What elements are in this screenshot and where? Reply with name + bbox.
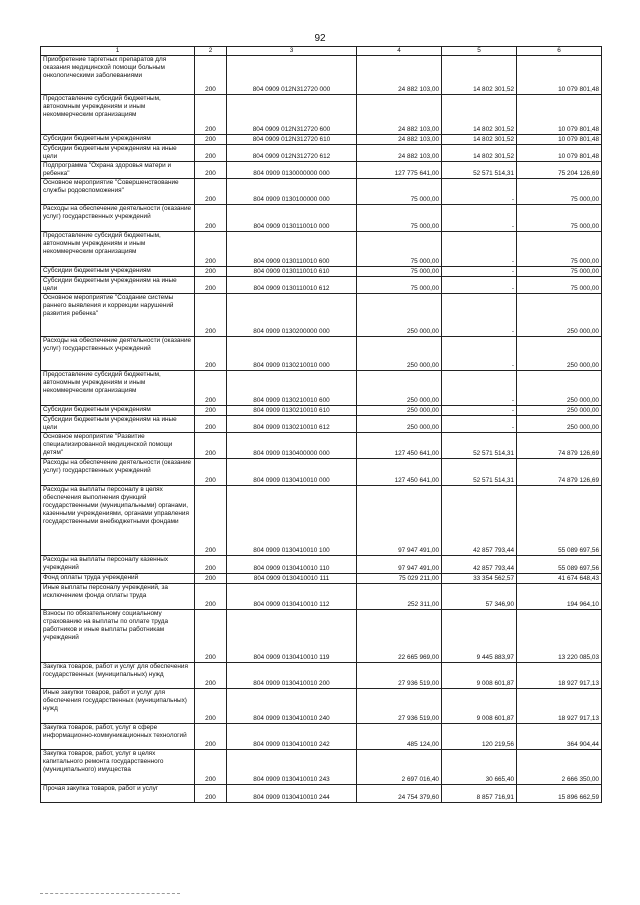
row-executed-amount: -: [442, 205, 517, 232]
row-description: Предоставление субсидий бюджетным, автономным учреждениям и иным некоммерческим организациям: [41, 232, 195, 267]
row-executed-amount: 8 857 716,91: [442, 785, 517, 803]
table-row: [41, 785, 602, 803]
row-approved-amount: 75 029 211,00: [357, 574, 442, 584]
row-description: Закупка товаров, работ, услуг в сфере информационно-коммуникационных технологий: [41, 724, 195, 750]
row-executed-amount: 52 571 514,31: [442, 162, 517, 179]
row-remaining-amount: 75 204 126,69: [517, 162, 602, 179]
row-executed-amount: 9 008 601,87: [442, 689, 517, 724]
table-row: [41, 162, 602, 179]
row-grbs-code: 200: [195, 416, 227, 433]
row-remaining-amount: 10 079 801,48: [517, 95, 602, 135]
row-classification-code: 804 0909 012N312720 000: [227, 56, 357, 95]
row-remaining-amount: 250 000,00: [517, 294, 602, 337]
row-remaining-amount: 194 964,10: [517, 584, 602, 610]
row-grbs-code: 200: [195, 145, 227, 162]
row-classification-code: 804 0909 012N312720 610: [227, 135, 357, 145]
row-remaining-amount: 364 904,44: [517, 724, 602, 750]
table-row: [41, 486, 602, 556]
row-remaining-amount: 74 879 126,69: [517, 459, 602, 486]
row-remaining-amount: 18 927 917,13: [517, 663, 602, 689]
row-grbs-code: 200: [195, 267, 227, 277]
row-remaining-amount: 55 089 697,56: [517, 556, 602, 574]
row-approved-amount: 2 697 016,40: [357, 750, 442, 785]
row-approved-amount: 127 775 641,00: [357, 162, 442, 179]
row-approved-amount: 22 665 969,00: [357, 610, 442, 663]
row-grbs-code: 200: [195, 162, 227, 179]
row-grbs-code: 200: [195, 371, 227, 406]
row-executed-amount: 14 802 301,52: [442, 145, 517, 162]
row-approved-amount: 127 450 641,00: [357, 433, 442, 459]
row-classification-code: 804 0909 0130110010 600: [227, 232, 357, 267]
table-row: [41, 610, 602, 663]
row-description: Субсидии бюджетным учреждениям на иные цели: [41, 145, 195, 162]
table-row: [41, 267, 602, 277]
row-description: Субсидии бюджетным учреждениям на иные цели: [41, 277, 195, 294]
row-grbs-code: 200: [195, 750, 227, 785]
row-description: Предоставление субсидий бюджетным, автономным учреждениям и иным некоммерческим организациям: [41, 95, 195, 135]
table-row: [41, 459, 602, 486]
table-row: [41, 433, 602, 459]
row-grbs-code: 200: [195, 785, 227, 803]
column-header-3: 3: [227, 47, 357, 56]
row-executed-amount: 52 571 514,31: [442, 459, 517, 486]
row-classification-code: 804 0909 0130410010 111: [227, 574, 357, 584]
row-executed-amount: -: [442, 179, 517, 205]
row-description: Иные выплаты персоналу учреждений, за исключением фонда оплаты труда: [41, 584, 195, 610]
row-classification-code: 804 0909 0130410010 244: [227, 785, 357, 803]
row-executed-amount: 14 802 301,52: [442, 95, 517, 135]
row-grbs-code: 200: [195, 574, 227, 584]
row-remaining-amount: 55 089 697,56: [517, 486, 602, 556]
row-approved-amount: 75 000,00: [357, 205, 442, 232]
row-classification-code: 804 0909 0130110010 000: [227, 205, 357, 232]
row-grbs-code: 200: [195, 584, 227, 610]
row-classification-code: 804 0909 0130410010 112: [227, 584, 357, 610]
row-description: Расходы на выплаты персоналу в целях обеспечения выполнения функций государственными (муниципальными) органами, казенными учреждениями, органами управления государственными внебюджетными фондами: [41, 486, 195, 556]
row-approved-amount: 75 000,00: [357, 179, 442, 205]
row-grbs-code: 200: [195, 337, 227, 371]
row-grbs-code: 200: [195, 610, 227, 663]
table-row: [41, 663, 602, 689]
table-row: [41, 205, 602, 232]
table-row: [41, 145, 602, 162]
table-row: [41, 416, 602, 433]
row-classification-code: 804 0909 0130410010 240: [227, 689, 357, 724]
row-approved-amount: 75 000,00: [357, 232, 442, 267]
footer-rule: [40, 893, 180, 894]
row-executed-amount: -: [442, 416, 517, 433]
row-classification-code: 804 0909 0130410010 100: [227, 486, 357, 556]
row-approved-amount: 24 754 379,60: [357, 785, 442, 803]
row-classification-code: 804 0909 0130110010 612: [227, 277, 357, 294]
row-grbs-code: 200: [195, 486, 227, 556]
row-description: Основное мероприятие "Развитие специализированной медицинской помощи детям": [41, 433, 195, 459]
page-number: 92: [314, 33, 326, 44]
row-grbs-code: 200: [195, 135, 227, 145]
row-executed-amount: -: [442, 267, 517, 277]
row-grbs-code: 200: [195, 689, 227, 724]
row-executed-amount: 14 802 301,52: [442, 56, 517, 95]
row-grbs-code: 200: [195, 556, 227, 574]
table-row: [41, 689, 602, 724]
row-remaining-amount: 15 896 662,59: [517, 785, 602, 803]
row-executed-amount: -: [442, 406, 517, 416]
row-classification-code: 804 0909 0130210010 600: [227, 371, 357, 406]
row-description: Взносы по обязательному социальному страхованию на выплаты по оплате труда работников и иные выплаты работникам учреждений: [41, 610, 195, 663]
row-classification-code: 804 0909 0130100000 000: [227, 179, 357, 205]
column-header-1: 1: [41, 47, 195, 56]
row-approved-amount: 250 000,00: [357, 406, 442, 416]
row-executed-amount: 14 802 301,52: [442, 135, 517, 145]
row-approved-amount: 250 000,00: [357, 416, 442, 433]
row-approved-amount: 252 311,00: [357, 584, 442, 610]
row-approved-amount: 250 000,00: [357, 294, 442, 337]
row-description: Закупка товаров, работ и услуг для обеспечения государственных (муниципальных) нужд: [41, 663, 195, 689]
row-executed-amount: 42 857 793,44: [442, 486, 517, 556]
row-remaining-amount: 10 079 801,48: [517, 56, 602, 95]
row-grbs-code: 200: [195, 433, 227, 459]
row-description: Расходы на обеспечение деятельности (оказание услуг) государственных учреждений: [41, 459, 195, 486]
row-classification-code: 804 0909 0130410010 000: [227, 459, 357, 486]
row-description: Расходы на выплаты персоналу казенных учреждений: [41, 556, 195, 574]
row-description: Предоставление субсидий бюджетным, автономным учреждениям и иным некоммерческим организациям: [41, 371, 195, 406]
row-grbs-code: 200: [195, 277, 227, 294]
row-classification-code: 804 0909 0130410010 242: [227, 724, 357, 750]
row-description: Основное мероприятие "Создание системы раннего выявления и коррекции нарушений развития ребенка": [41, 294, 195, 337]
row-approved-amount: 24 882 103,00: [357, 95, 442, 135]
row-classification-code: 804 0909 0130410010 243: [227, 750, 357, 785]
row-classification-code: 804 0909 0130000000 000: [227, 162, 357, 179]
row-classification-code: 804 0909 0130410010 110: [227, 556, 357, 574]
header-row: [41, 47, 602, 56]
row-executed-amount: 30 665,40: [442, 750, 517, 785]
row-remaining-amount: 10 079 801,48: [517, 145, 602, 162]
row-remaining-amount: 41 674 648,43: [517, 574, 602, 584]
row-executed-amount: 9 445 883,97: [442, 610, 517, 663]
table-row: [41, 179, 602, 205]
row-remaining-amount: 250 000,00: [517, 337, 602, 371]
table-row: [41, 371, 602, 406]
row-classification-code: 804 0909 0130210010 612: [227, 416, 357, 433]
row-description: Закупка товаров, работ, услуг в целях капитального ремонта государственного (муниципального) имущества: [41, 750, 195, 785]
row-approved-amount: 27 936 519,00: [357, 689, 442, 724]
row-executed-amount: -: [442, 294, 517, 337]
row-grbs-code: 200: [195, 205, 227, 232]
row-classification-code: 804 0909 0130110010 610: [227, 267, 357, 277]
row-remaining-amount: 13 220 085,03: [517, 610, 602, 663]
row-executed-amount: 42 857 793,44: [442, 556, 517, 574]
row-description: Иные закупки товаров, работ и услуг для обеспечения государственных (муниципальных) нужд: [41, 689, 195, 724]
row-classification-code: 804 0909 0130410010 200: [227, 663, 357, 689]
row-description: Субсидии бюджетным учреждениям на иные цели: [41, 416, 195, 433]
row-approved-amount: 75 000,00: [357, 277, 442, 294]
row-executed-amount: 9 008 601,87: [442, 663, 517, 689]
row-executed-amount: 120 219,56: [442, 724, 517, 750]
row-approved-amount: 75 000,00: [357, 267, 442, 277]
row-remaining-amount: 250 000,00: [517, 371, 602, 406]
row-grbs-code: 200: [195, 406, 227, 416]
row-description: Прочая закупка товаров, работ и услуг: [41, 785, 195, 803]
row-approved-amount: 250 000,00: [357, 337, 442, 371]
table-row: [41, 724, 602, 750]
row-classification-code: 804 0909 0130210010 000: [227, 337, 357, 371]
row-description: Подпрограмма "Охрана здоровья матери и ребенка": [41, 162, 195, 179]
table-row: [41, 574, 602, 584]
row-description: Субсидии бюджетным учреждениям: [41, 406, 195, 416]
column-header-4: 4: [357, 47, 442, 56]
row-description: Приобретение таргетных препаратов для оказания медицинской помощи больным онкологическими заболеваниями: [41, 56, 195, 95]
row-executed-amount: 33 354 562,57: [442, 574, 517, 584]
row-classification-code: 804 0909 0130400000 000: [227, 433, 357, 459]
row-approved-amount: 127 450 641,00: [357, 459, 442, 486]
row-remaining-amount: 75 000,00: [517, 179, 602, 205]
row-grbs-code: 200: [195, 56, 227, 95]
row-description: Субсидии бюджетным учреждениям: [41, 135, 195, 145]
row-approved-amount: 27 936 519,00: [357, 663, 442, 689]
row-remaining-amount: 74 879 126,69: [517, 433, 602, 459]
table-row: [41, 584, 602, 610]
column-header-6: 6: [517, 47, 602, 56]
budget-table: [40, 46, 602, 803]
row-description: Основное мероприятие "Совершенствование службы родовспоможения": [41, 179, 195, 205]
table-row: [41, 277, 602, 294]
row-description: Фонд оплаты труда учреждений: [41, 574, 195, 584]
table-row: [41, 337, 602, 371]
row-grbs-code: 200: [195, 294, 227, 337]
row-executed-amount: 57 346,90: [442, 584, 517, 610]
row-executed-amount: 52 571 514,31: [442, 433, 517, 459]
table-row: [41, 95, 602, 135]
row-executed-amount: -: [442, 371, 517, 406]
table-row: [41, 135, 602, 145]
row-remaining-amount: 10 079 801,48: [517, 135, 602, 145]
table-row: [41, 556, 602, 574]
row-remaining-amount: 75 000,00: [517, 232, 602, 267]
table-row: [41, 56, 602, 95]
row-approved-amount: 250 000,00: [357, 371, 442, 406]
row-executed-amount: -: [442, 337, 517, 371]
row-remaining-amount: 18 927 917,13: [517, 689, 602, 724]
row-grbs-code: 200: [195, 232, 227, 267]
row-remaining-amount: 75 000,00: [517, 277, 602, 294]
row-classification-code: 804 0909 0130210010 610: [227, 406, 357, 416]
row-approved-amount: 97 947 491,00: [357, 486, 442, 556]
row-approved-amount: 24 882 103,00: [357, 56, 442, 95]
row-remaining-amount: 75 000,00: [517, 205, 602, 232]
table-row: [41, 406, 602, 416]
row-approved-amount: 97 947 491,00: [357, 556, 442, 574]
row-executed-amount: -: [442, 232, 517, 267]
column-header-2: 2: [195, 47, 227, 56]
row-grbs-code: 200: [195, 179, 227, 205]
row-classification-code: 804 0909 0130200000 000: [227, 294, 357, 337]
row-classification-code: 804 0909 0130410010 119: [227, 610, 357, 663]
row-executed-amount: -: [442, 277, 517, 294]
row-grbs-code: 200: [195, 95, 227, 135]
row-classification-code: 804 0909 012N312720 600: [227, 95, 357, 135]
table-row: [41, 294, 602, 337]
column-header-5: 5: [442, 47, 517, 56]
row-remaining-amount: 75 000,00: [517, 267, 602, 277]
table-row: [41, 750, 602, 785]
row-description: Расходы на обеспечение деятельности (оказание услуг) государственных учреждений: [41, 205, 195, 232]
row-classification-code: 804 0909 012N312720 612: [227, 145, 357, 162]
row-grbs-code: 200: [195, 724, 227, 750]
row-description: Расходы на обеспечение деятельности (оказание услуг) государственных учреждений: [41, 337, 195, 371]
row-grbs-code: 200: [195, 663, 227, 689]
row-description: Субсидии бюджетным учреждениям: [41, 267, 195, 277]
row-remaining-amount: 250 000,00: [517, 406, 602, 416]
table-row: [41, 232, 602, 267]
row-grbs-code: 200: [195, 459, 227, 486]
row-remaining-amount: 250 000,00: [517, 416, 602, 433]
row-remaining-amount: 2 666 350,00: [517, 750, 602, 785]
row-approved-amount: 24 882 103,00: [357, 135, 442, 145]
row-approved-amount: 24 882 103,00: [357, 145, 442, 162]
row-approved-amount: 485 124,00: [357, 724, 442, 750]
